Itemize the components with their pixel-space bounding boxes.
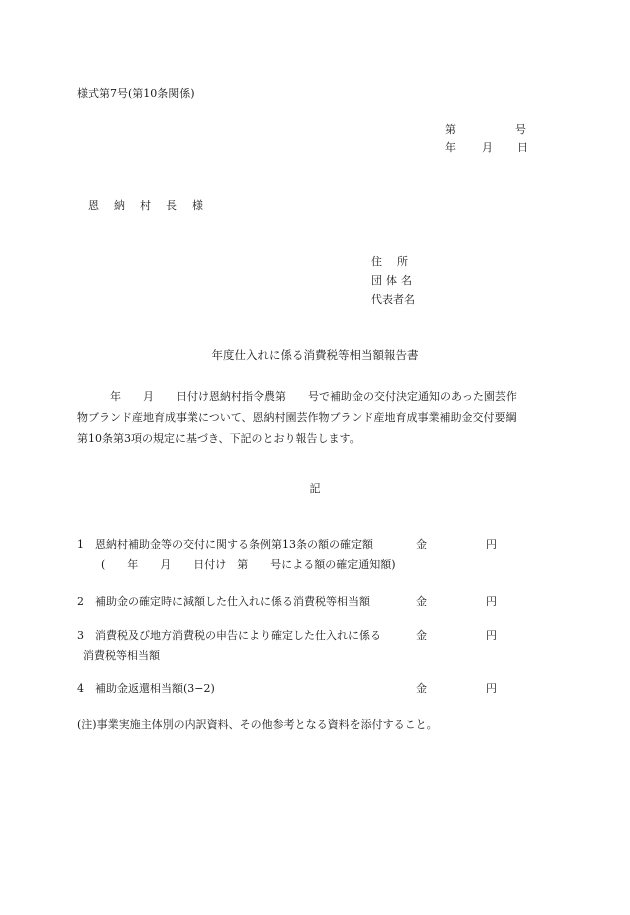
item-subtext: ( 年 月 日付け 第 号による額の確定通知額) — [101, 558, 396, 571]
date-year: 年 — [445, 141, 456, 154]
body-line: 第10条第3項の規定に基づき、下記のとおり報告します。 — [77, 432, 361, 445]
sender-org-label: 団体名 — [371, 274, 416, 287]
addressee-char: 様 — [192, 199, 203, 212]
list-item — [77, 538, 497, 579]
document-title: 年度仕入れに係る消費税等相当額報告書 — [211, 348, 419, 362]
item-amount — [416, 539, 497, 550]
amount-en: 円 — [486, 629, 497, 642]
amount-en: 円 — [486, 538, 497, 551]
item-text: 3 消費税及び地方消費税の申告により確定した仕入れに係る — [77, 629, 381, 642]
date-day: 日 — [517, 141, 528, 154]
addressee — [88, 200, 218, 211]
item-text: 1 恩納村補助金等の交付に関する条例第13条の額の確定額 — [77, 538, 373, 551]
amount-en: 円 — [486, 595, 497, 608]
amount-kin: 金 — [416, 629, 427, 642]
sender-block — [371, 256, 423, 313]
item-amount — [416, 630, 497, 641]
sender-address-label: 住所 — [371, 255, 423, 268]
item-subtext: 消費税等相当額 — [83, 649, 160, 662]
list-item — [77, 629, 497, 670]
item-text: 4 補助金返還相当額(3−2) — [77, 682, 215, 695]
list-item — [77, 682, 497, 703]
body-line: 年 月 日付け恩納村指令農第 号で補助金の交付決定通知のあった園芸作 — [77, 390, 517, 403]
amount-en: 円 — [486, 682, 497, 695]
addressee-char: 長 — [166, 199, 177, 212]
date-month: 月 — [482, 141, 493, 154]
addressee-char: 村 — [140, 199, 151, 212]
document-date — [445, 142, 528, 153]
amount-kin: 金 — [416, 682, 427, 695]
ki-heading: 記 — [309, 482, 321, 495]
doc-number-suffix: 号 — [515, 123, 526, 136]
addressee-char: 納 — [114, 199, 125, 212]
footnote: (注)事業実施主体別の内訳資料、その他参考となる資料を添付すること。 — [77, 718, 438, 731]
sender-representative-label: 代表者名 — [371, 293, 415, 306]
body-paragraph — [77, 386, 562, 449]
body-line: 物ブランド産地育成事業について、恩納村園芸作物ブランド産地育成事業補助金交付要綱 — [77, 411, 517, 424]
item-text: 2 補助金の確定時に減額した仕入れに係る消費税等相当額 — [77, 595, 370, 608]
amount-kin: 金 — [416, 538, 427, 551]
doc-number-prefix: 第 — [445, 123, 456, 136]
document-number — [445, 124, 526, 135]
addressee-char: 恩 — [88, 199, 99, 212]
item-amount — [416, 596, 497, 607]
amount-kin: 金 — [416, 595, 427, 608]
list-item — [77, 595, 497, 616]
item-amount — [416, 683, 497, 694]
form-number: 様式第7号(第10条関係) — [77, 87, 195, 100]
